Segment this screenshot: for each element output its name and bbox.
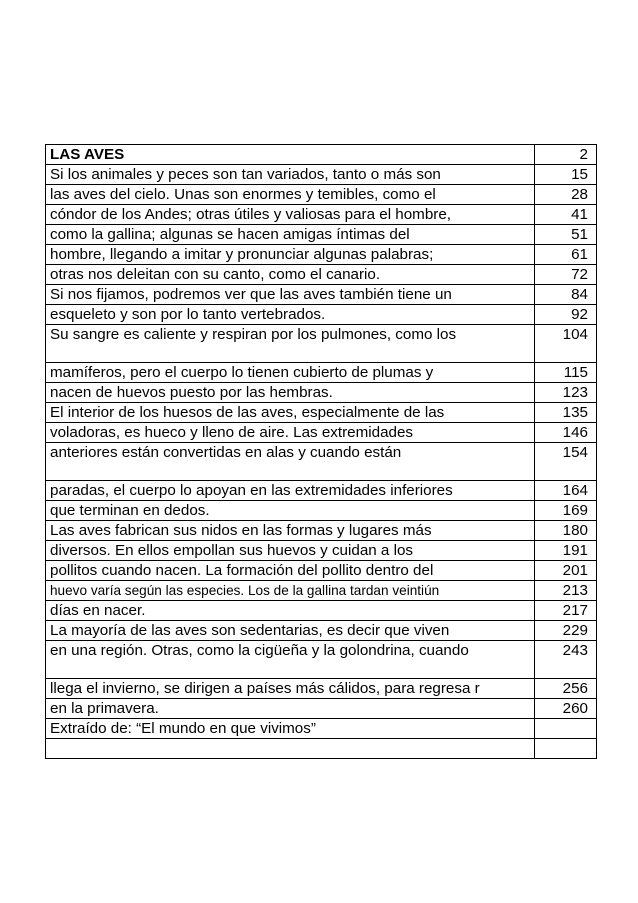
word-count-cell: 15 — [535, 165, 597, 185]
word-count-cell: 135 — [535, 403, 597, 423]
word-count-cell: 243 — [535, 641, 597, 679]
text-row — [46, 225, 597, 245]
text-row — [46, 739, 597, 759]
text-row — [46, 719, 597, 739]
word-count-cell: 104 — [535, 325, 597, 363]
line-text-cell: en la primavera. — [46, 699, 535, 719]
text-row — [46, 305, 597, 325]
line-text-cell: días en nacer. — [46, 601, 535, 621]
word-count-cell: 28 — [535, 185, 597, 205]
line-text-cell: Su sangre es caliente y respiran por los pulmones, como los — [46, 325, 535, 363]
word-count-cell: 115 — [535, 363, 597, 383]
line-text-cell: llega el invierno, se dirigen a países más cálidos, para regresa r — [46, 679, 535, 699]
line-text-cell: hombre, llegando a imitar y pronunciar algunas palabras; — [46, 245, 535, 265]
line-text-cell: nacen de huevos puesto por las hembras. — [46, 383, 535, 403]
line-text-cell: en una región. Otras, como la cigüeña y la golondrina, cuando — [46, 641, 535, 679]
text-row — [46, 601, 597, 621]
line-text-cell — [46, 739, 535, 759]
word-count-cell: 72 — [535, 265, 597, 285]
text-row — [46, 423, 597, 443]
text-row — [46, 581, 597, 601]
line-text-cell: El interior de los huesos de las aves, especialmente de las — [46, 403, 535, 423]
line-text-cell: huevo varía según las especies. Los de la gallina tardan veintiún — [46, 581, 535, 601]
text-row — [46, 561, 597, 581]
line-text-cell: Las aves fabrican sus nidos en las formas y lugares más — [46, 521, 535, 541]
word-count-cell: 191 — [535, 541, 597, 561]
word-count-cell: 123 — [535, 383, 597, 403]
text-row — [46, 443, 597, 481]
word-count-cell: 213 — [535, 581, 597, 601]
text-row — [46, 285, 597, 305]
text-row — [46, 363, 597, 383]
line-text-cell: como la gallina; algunas se hacen amigas íntimas del — [46, 225, 535, 245]
word-count-cell: 169 — [535, 501, 597, 521]
line-text-cell: esqueleto y son por lo tanto vertebrados. — [46, 305, 535, 325]
line-text-cell: otras nos deleitan con su canto, como el canario. — [46, 265, 535, 285]
word-count-cell: 2 — [535, 145, 597, 165]
text-row — [46, 501, 597, 521]
word-count-cell — [535, 719, 597, 739]
text-row — [46, 521, 597, 541]
text-row — [46, 325, 597, 363]
word-count-cell: 260 — [535, 699, 597, 719]
word-count-cell: 61 — [535, 245, 597, 265]
line-text-cell: mamíferos, pero el cuerpo lo tienen cubierto de plumas y — [46, 363, 535, 383]
text-row — [46, 265, 597, 285]
reading-table — [45, 144, 597, 759]
line-text-cell: anteriores están convertidas en alas y cuando están — [46, 443, 535, 481]
word-count-cell: 256 — [535, 679, 597, 699]
word-count-cell: 180 — [535, 521, 597, 541]
word-count-cell: 92 — [535, 305, 597, 325]
word-count-cell: 146 — [535, 423, 597, 443]
line-text-cell: La mayoría de las aves son sedentarias, es decir que viven — [46, 621, 535, 641]
word-count-cell: 51 — [535, 225, 597, 245]
word-count-cell: 154 — [535, 443, 597, 481]
line-text-cell: que terminan en dedos. — [46, 501, 535, 521]
line-text-cell: paradas, el cuerpo lo apoyan en las extremidades inferiores — [46, 481, 535, 501]
text-row — [46, 185, 597, 205]
word-count-cell — [535, 739, 597, 759]
text-row — [46, 679, 597, 699]
title-cell: LAS AVES — [46, 145, 535, 165]
text-row — [46, 621, 597, 641]
line-text-cell: las aves del cielo. Unas son enormes y temibles, como el — [46, 185, 535, 205]
word-count-cell: 164 — [535, 481, 597, 501]
word-count-cell: 229 — [535, 621, 597, 641]
text-row — [46, 205, 597, 225]
text-row — [46, 641, 597, 679]
title-row — [46, 145, 597, 165]
text-row — [46, 245, 597, 265]
text-row — [46, 383, 597, 403]
line-text-cell: pollitos cuando nacen. La formación del pollito dentro del — [46, 561, 535, 581]
line-text-cell: voladoras, es hueco y lleno de aire. Las extremidades — [46, 423, 535, 443]
line-text-cell: Si los animales y peces son tan variados, tanto o más son — [46, 165, 535, 185]
text-row — [46, 541, 597, 561]
text-row — [46, 481, 597, 501]
text-row — [46, 165, 597, 185]
line-text-cell: cóndor de los Andes; otras útiles y valiosas para el hombre, — [46, 205, 535, 225]
word-count-cell: 201 — [535, 561, 597, 581]
line-text-cell: Extraído de: “El mundo en que vivimos” — [46, 719, 535, 739]
line-text-cell: Si nos fijamos, podremos ver que las aves también tiene un — [46, 285, 535, 305]
word-count-cell: 217 — [535, 601, 597, 621]
word-count-cell: 84 — [535, 285, 597, 305]
reading-table-body — [46, 145, 597, 759]
text-row — [46, 699, 597, 719]
line-text-cell: diversos. En ellos empollan sus huevos y cuidan a los — [46, 541, 535, 561]
text-row — [46, 403, 597, 423]
word-count-cell: 41 — [535, 205, 597, 225]
